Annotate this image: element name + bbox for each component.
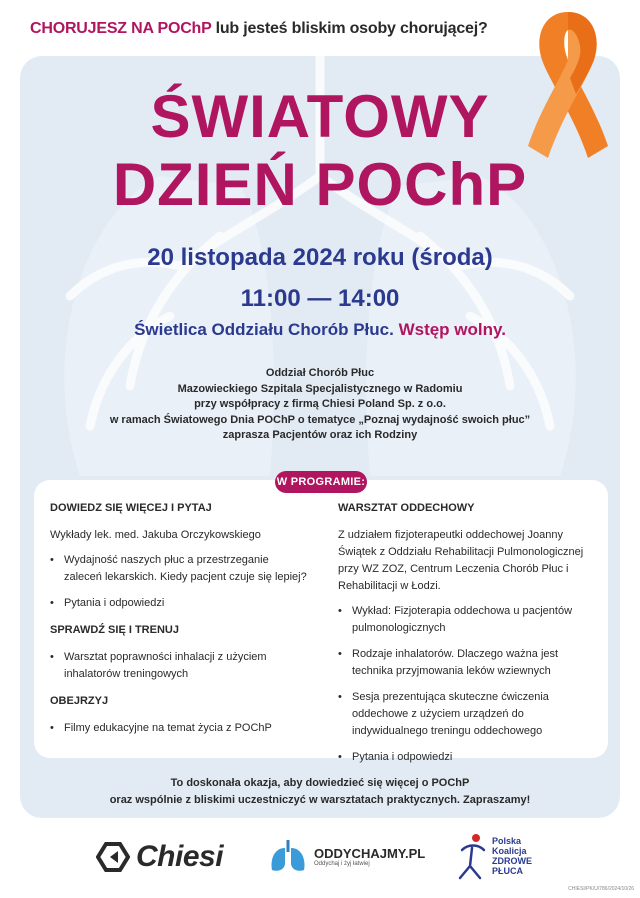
oddychajmy-logo [268, 838, 425, 874]
organizer-line: Mazowieckiego Szpitala Specjalistycznego w Radomiu [177, 382, 463, 395]
program-right-column [338, 500, 596, 775]
program-card [34, 480, 608, 763]
lungs-icon [268, 838, 308, 874]
main-title-line1: ŚWIATOWY [150, 83, 490, 150]
chiesi-mark-icon [96, 842, 130, 872]
oddychajmy-tagline: Oddychaj i żyj łatwiej [314, 860, 370, 867]
list-item: • Pytania i odpowiedzi [338, 749, 596, 766]
header-rest: lub jesteś bliskim osoby chorującej? [211, 20, 488, 37]
list-item: • Filmy edukacyjne na temat życia z POChP [50, 720, 308, 737]
koalicja-figure-icon [454, 832, 490, 880]
closing-line: oraz wspólnie z bliskimi uczestniczyć w warsztatach praktycznych. Zapraszamy! [109, 794, 531, 806]
list-item: • Wydajność naszych płuc a przestrzeganie zaleceń lekarskich. Kiedy pacjent czuje się lepiej? [50, 552, 308, 586]
event-venue: Świetlica Oddziału Chorób Płuc. [134, 320, 394, 339]
section-title: DOWIEDZ SIĘ WIĘCEJ I PYTAJ [50, 502, 212, 514]
bullet-list [50, 720, 308, 737]
list-item: • Sesja prezentująca skuteczne ćwiczenia oddechowe z użyciem urządzeń do indywidualnego treningu oddechowego [338, 689, 596, 740]
section-intro: Z udziałem fizjoterapeutki oddechowej Joanny Świątek z Oddziału Rehabilitacji Pulmonologicznej przy WZ ZOZ, Centrum Leczenia Chorób Płuc i Rehabilitacji w Łodzi. [338, 529, 584, 592]
closing-text [0, 775, 640, 809]
header-question [30, 20, 488, 38]
chiesi-logo [96, 840, 223, 874]
koalicja-line: Koalicja [492, 846, 527, 856]
closing-line: To doskonała okazja, aby dowiedzieć się więcej o POChP [170, 777, 470, 789]
section-intro: Wykłady lek. med. Jakuba Orczykowskiego [50, 529, 261, 541]
list-item: • Pytania i odpowiedzi [50, 595, 308, 612]
bullet-list [50, 649, 308, 683]
section-title: OBEJRZYJ [50, 695, 109, 707]
main-title-line2: DZIEŃ POChP [112, 151, 528, 218]
koalicja-line: PŁUCA [492, 866, 523, 876]
header-accent: CHORUJESZ NA POChP [30, 20, 212, 37]
oddychajmy-wordmark: ODDYCHAJMY.PL [314, 845, 426, 861]
bullet-list [338, 603, 596, 766]
section-title: SPRAWDŹ SIĘ I TRENUJ [50, 624, 179, 636]
bullet-list [50, 552, 308, 612]
organizer-line: przy współpracy z firmą Chiesi Poland Sp. z o.o. [194, 398, 446, 410]
event-time: 11:00 — 14:00 [240, 285, 400, 312]
koalicja-line: ZDROWE [492, 856, 532, 866]
program-left-column [50, 500, 308, 746]
list-item: • Warsztat poprawności inhalacji z użyciem inhalatorów treningowych [50, 649, 308, 683]
list-item: • Wykład: Fizjoterapia oddechowa u pacjentów pulmonologicznych [338, 603, 596, 637]
list-item: • Rodzaje inhalatorów. Dlaczego ważna jest technika przyjmowania leków wziewnych [338, 646, 596, 680]
document-code: CHIESI/PK/U/786/2024/10/26 [568, 886, 634, 892]
event-place [0, 320, 640, 340]
organizer-block [0, 366, 640, 444]
event-entry: Wstęp wolny. [393, 320, 506, 339]
event-date: 20 listopada 2024 roku (środa) [147, 244, 493, 271]
organizer-line: zaprasza Pacjentów oraz ich Rodziny [222, 429, 418, 441]
program-badge: W PROGRAMIE: [275, 471, 367, 493]
koalicja-line: Polska [492, 836, 522, 846]
polska-koalicja-logo [454, 832, 532, 880]
section-title: WARSZTAT ODDECHOWY [338, 502, 475, 514]
chiesi-wordmark: Chiesi [136, 840, 224, 873]
organizer-line: w ramach Światowego Dnia POChP o tematyce „Poznaj wydajność swoich płuc” [109, 413, 531, 426]
organizer-line: Oddział Chorób Płuc [265, 367, 375, 379]
